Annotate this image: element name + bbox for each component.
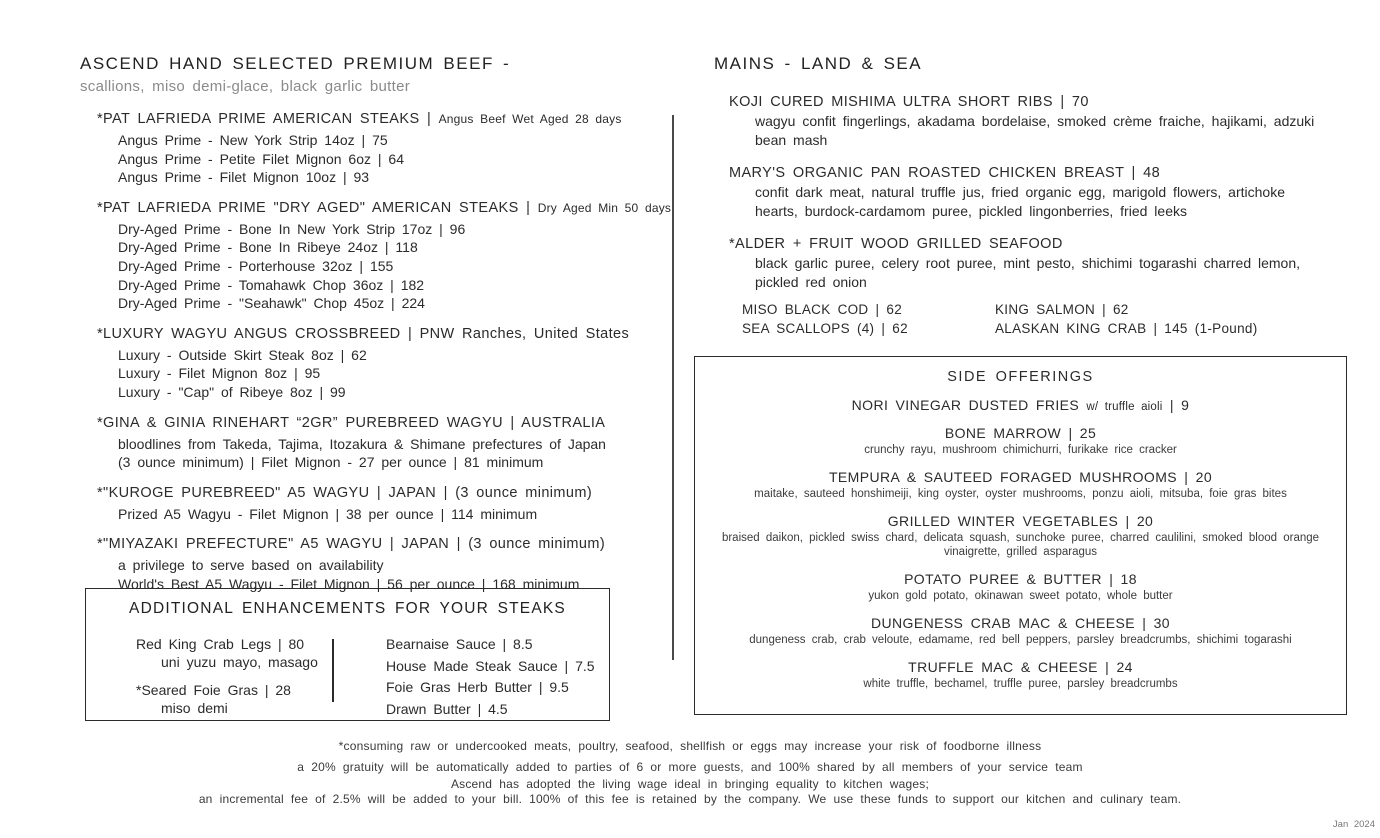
side-item-title: BONE MARROW | 25 [944, 425, 1097, 441]
side-item-title: GRILLED WINTER VEGETABLES | 20 [887, 513, 1154, 529]
section-note: Angus Beef Wet Aged 28 days [438, 112, 622, 126]
side-item-dungeness-mac [695, 615, 1346, 647]
enhancement-item: *Seared Foie Gras | 28 [136, 682, 291, 698]
menu-item-line: Angus Prime - Filet Mignon 10oz | 93 [118, 169, 370, 186]
beef-section-dry-aged [80, 200, 675, 313]
menu-item-line: Luxury - Outside Skirt Steak 8oz | 62 [118, 346, 367, 363]
pipe-separator: | [426, 111, 432, 127]
side-item-title: POTATO PUREE & BUTTER | 18 [904, 571, 1137, 587]
beef-section-miyazaki-a5 [80, 536, 675, 593]
menu-item-line: Dry-Aged Prime - Porterhouse 32oz | 155 [118, 257, 394, 274]
footer-disclaimer-living-wage: Ascend has adopted the living wage ideal in bringing equality to kitchen wages; [450, 777, 930, 791]
section-title: *PAT LAFRIEDA PRIME "DRY AGED" AMERICAN STEAKS [97, 199, 519, 216]
seafood-price-item: ALASKAN KING CRAB | 145 (1-Pound) [995, 320, 1258, 336]
beef-section-luxury-wagyu [80, 326, 675, 402]
entree-title: KOJI CURED MISHIMA ULTRA SHORT RIBS | 70 [729, 94, 1089, 110]
beef-section-pat-lafrieda-prime [80, 111, 675, 187]
enhancement-item: Foie Gras Herb Butter | 9.5 [386, 679, 569, 695]
footer-disclaimer-gratuity: a 20% gratuity will be automatically added to parties of 6 or more guests, and 100% shared by all members of your service team [297, 760, 1083, 774]
seafood-price-grid [714, 301, 1318, 338]
side-item-bone-marrow [695, 425, 1346, 457]
side-item-truffle-mac [695, 659, 1346, 691]
entree-description: black garlic puree, celery root puree, mint pesto, shichimi togarashi charred lemon, pickled red onion [755, 255, 1301, 290]
menu-item-line: Luxury - "Cap" of Ribeye 8oz | 99 [118, 383, 346, 400]
entree-description: confit dark meat, natural truffle jus, fried organic egg, marigold flowers, artichoke hearts, burdock-cardamom puree, pickled lingonberries, fried leeks [755, 184, 1285, 219]
premium-beef-subheading: scallions, miso demi-glace, black garlic butter [80, 78, 411, 95]
entree-grilled-seafood [714, 236, 1318, 292]
entree-chicken-breast [714, 165, 1318, 221]
beef-section-2gr-wagyu [80, 415, 675, 472]
pipe-separator: | [526, 199, 531, 216]
menu-item-line: Luxury - Filet Mignon 8oz | 95 [118, 365, 321, 382]
side-offerings-box [694, 356, 1347, 715]
section-title: *"KUROGE PUREBREED" A5 WAGYU | JAPAN | (3 ounce minimum) [97, 484, 593, 501]
side-item-title: NORI VINEGAR DUSTED FRIES [851, 397, 1080, 413]
side-item-title: TEMPURA & SAUTEED FORAGED MUSHROOMS | 20 [828, 469, 1213, 485]
side-offerings-title: SIDE OFFERINGS [947, 369, 1094, 385]
enhancements-box [85, 588, 610, 721]
footer-disclaimer-raw-food: *consuming raw or undercooked meats, poultry, seafood, shellfish or eggs may increase your risk of foodborne illness [338, 739, 1042, 753]
side-item-description: crunchy rayu, mushroom chimichurri, furikake rice cracker [864, 444, 1177, 456]
footer-disclaimers [0, 739, 1380, 807]
side-item-potato-puree [695, 571, 1346, 603]
seafood-price-item: KING SALMON | 62 [995, 302, 1129, 317]
menu-item-line: Dry-Aged Prime - Bone In New York Strip 17oz | 96 [118, 220, 466, 237]
side-item-title: TRUFFLE MAC & CHEESE | 24 [908, 659, 1133, 675]
premium-beef-column [80, 54, 675, 594]
menu-item-line: Angus Prime - Petite Filet Mignon 6oz | 64 [118, 150, 404, 167]
enhancement-item: Bearnaise Sauce | 8.5 [386, 636, 533, 652]
side-item-mushrooms [695, 469, 1346, 501]
enhancements-left-column [136, 635, 318, 717]
side-item-title: DUNGENESS CRAB MAC & CHEESE | 30 [871, 615, 1170, 631]
beef-section-kuroge-a5 [80, 485, 675, 524]
side-item-description: dungeness crab, crab veloute, edamame, red bell peppers, parsley breadcrumbs, shichimi togarashi [749, 634, 1292, 646]
beef-sections [80, 111, 675, 594]
section-title: *LUXURY WAGYU ANGUS CROSSBREED | PNW Ranches, United States [97, 325, 630, 342]
enhancements-right-column [386, 634, 595, 720]
entree-title: *ALDER + FRUIT WOOD GRILLED SEAFOOD [729, 236, 1063, 252]
side-item-note: w/ truffle aioli [1086, 401, 1163, 413]
menu-item-line: World's Best A5 Wagyu - Filet Mignon | 56 per ounce | 168 minimum [118, 575, 580, 592]
mains-column [714, 54, 1318, 338]
footer-disclaimer-incremental-fee: an incremental fee of 2.5% will be added to your bill. 100% of this fee is retained by the company. We use these funds to support our kitchen and culinary team. [198, 792, 1182, 806]
menu-item-line: Dry-Aged Prime - Bone In Ribeye 24oz | 118 [118, 239, 418, 256]
entree-description: wagyu confit fingerlings, akadama bordelaise, smoked crème fraiche, hajikami, adzuki bean mash [755, 113, 1315, 148]
section-title: *PAT LAFRIEDA PRIME AMERICAN STEAKS [97, 111, 420, 127]
menu-item-line: Dry-Aged Prime - "Seahawk" Chop 45oz | 224 [118, 295, 425, 312]
enhancement-item: House Made Steak Sauce | 7.5 [386, 657, 595, 674]
menu-item-line: Prized A5 Wagyu - Filet Mignon | 38 per ounce | 114 minimum [118, 505, 538, 522]
side-item-fries [695, 397, 1346, 413]
menu-item-line: (3 ounce minimum) | Filet Mignon - 27 per ounce | 81 minimum [118, 454, 544, 471]
side-item-description: white truffle, bechamel, truffle puree, parsley breadcrumbs [863, 678, 1178, 690]
seafood-price-item: MISO BLACK COD | 62 [742, 302, 902, 317]
column-divider-line [672, 115, 674, 660]
premium-beef-heading: ASCEND HAND SELECTED PREMIUM BEEF - [80, 54, 511, 73]
enhancement-item-note: uni yuzu mayo, masago [161, 654, 318, 670]
section-title: *"MIYAZAKI PREFECTURE" A5 WAGYU | JAPAN | (3 ounce minimum) [97, 536, 606, 553]
side-item-description: maitake, sauteed honshimeiji, king oyster, oyster mushrooms, ponzu aioli, mitsuba, foie gras bites [754, 488, 1287, 500]
menu-item-line: bloodlines from Takeda, Tajima, Itozakura & Shimane prefectures of Japan [118, 435, 606, 452]
section-note: Dry Aged Min 50 days [537, 200, 672, 215]
section-title: *GINA & GINIA RINEHART “2GR” PUREBREED WAGYU | AUSTRALIA [97, 414, 606, 431]
enhancement-item: Red King Crab Legs | 80 [136, 636, 305, 652]
entree-short-ribs [714, 94, 1318, 150]
menu-item-line: a privilege to serve based on availability [118, 557, 384, 574]
entree-title: MARY'S ORGANIC PAN ROASTED CHICKEN BREAST | 48 [729, 165, 1161, 181]
entree-list [714, 94, 1318, 292]
mains-heading: MAINS - LAND & SEA [714, 54, 923, 73]
enhancements-title: ADDITIONAL ENHANCEMENTS FOR YOUR STEAKS [129, 600, 566, 617]
seafood-price-item: SEA SCALLOPS (4) | 62 [742, 320, 908, 336]
enhancement-item-note: miso demi [161, 700, 228, 716]
menu-date: Jan 2024 [1332, 819, 1375, 830]
enhancement-item: Drawn Butter | 4.5 [386, 700, 508, 717]
side-item-winter-vegetables [695, 513, 1346, 559]
enhancements-divider-line [332, 639, 334, 702]
menu-item-line: Angus Prime - New York Strip 14oz | 75 [118, 132, 388, 148]
side-item-description: braised daikon, pickled swiss chard, delicata squash, sunchoke puree, charred caulilini, smoked blood orange vinaigrette, grilled asparagus [721, 532, 1320, 558]
side-item-price: | 9 [1169, 397, 1190, 413]
menu-item-line: Dry-Aged Prime - Tomahawk Chop 36oz | 182 [118, 276, 425, 293]
side-item-description: yukon gold potato, okinawan sweet potato, whole butter [868, 590, 1173, 602]
